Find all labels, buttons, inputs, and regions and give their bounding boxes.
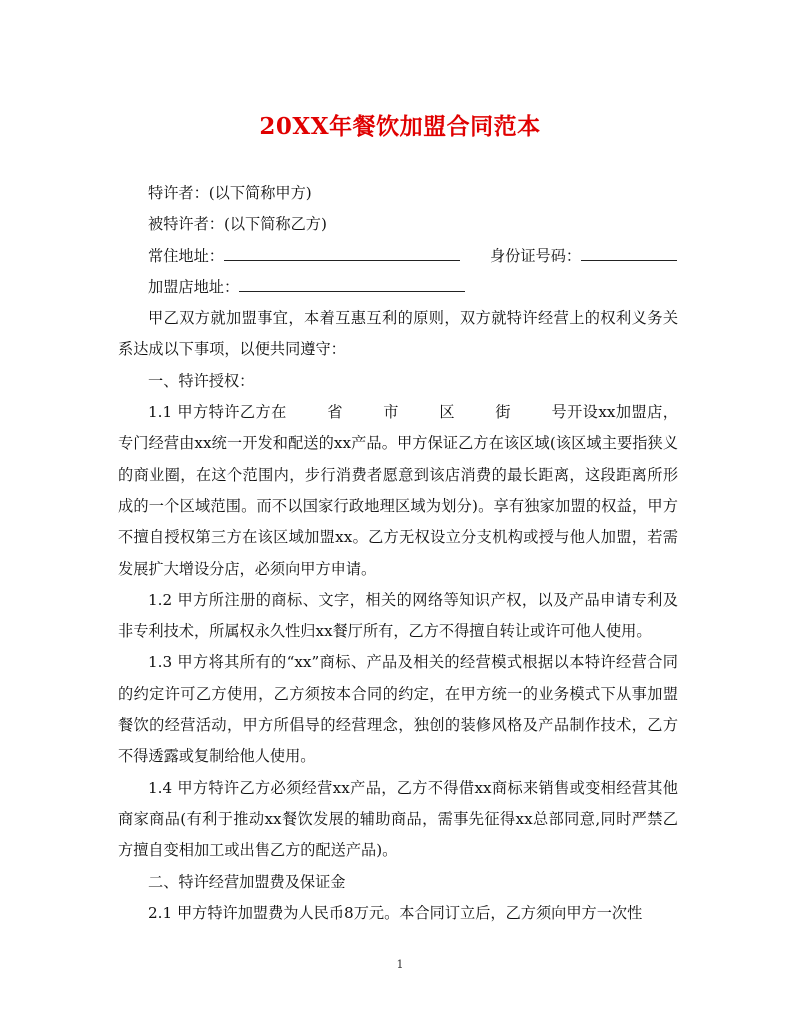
address-blank[interactable]: [224, 242, 460, 261]
page-number: 1: [396, 958, 404, 971]
document-body: [118, 178, 678, 929]
clause-2-1: 2.1 甲方特许加盟费为人民币8万元。本合同订立后，乙方须向甲方一次性: [148, 903, 643, 922]
store-address-blank[interactable]: [239, 273, 465, 292]
clause-1-3: 1.3 甲方将其所有的“xx”商标、产品及相关的经营模式根据以本特许经营合同的约定许可乙方使用，乙方须按本合同的约定，在甲方统一的业务模式下从事加盟餐饮的经营活动，甲方所倡导的经营理念，独创的装修风格及产品制作技术，乙方不得透露或复制给他人使用。: [118, 653, 678, 766]
clause-1-4: 1.4 甲方特许乙方必须经营xx产品，乙方不得借xx商标来销售或变相经营其他商家商品(有利于推动xx餐饮发展的辅助商品，需事先征得xx总部同意,同时严禁乙方擅自变相加工或出售乙方的配送产品)。: [118, 778, 678, 860]
clause-1-1-tail: 号开设xx加盟店，专: [118, 403, 678, 453]
section-1-heading: 一、特许授权：: [148, 371, 255, 390]
clause-1-1-qu: 区: [438, 403, 455, 422]
clause-1-1: [118, 397, 678, 585]
party-a-line: 特许者：(以下简称甲方): [148, 184, 312, 202]
intro-paragraph: 甲乙双方就加盟事宜，本着互惠互利的原则，双方就特许经营上的权利义务关系达成以下事项，以便共同遵守：: [118, 309, 678, 359]
section-2-heading: 二、特许经营加盟费及保证金: [148, 872, 346, 891]
address-label: 常住地址：: [148, 246, 224, 265]
clause-1-1-rest: 门经营由xx统一开发和配送的xx产品。甲方保证乙方在该区域(该区域主要指狭义的商业圈，在这个范围内，步行消费者愿意到该店消费的最长距离，这段距离所形成的一个区域范围。而不以国家行政地理区域为划分)。享有独家加盟的权益，甲方不擅自授权第三方在该区域加盟xx。乙方无权设立分支机构或授与他人加盟，若需发展扩大增设分店，必须向甲方申请。: [118, 434, 679, 578]
clause-1-2: 1.2 甲方所注册的商标、文字，相关的网络等知识产权，以及产品申请专利及非专利技术，所属权永久性归xx餐厅所有，乙方不得擅自转让或许可他人使用。: [118, 590, 678, 641]
id-blank[interactable]: [581, 242, 677, 261]
clause-1-1-sheng: 省: [326, 403, 343, 422]
clause-1-1-jie: 街: [494, 403, 512, 422]
clause-1-1-shi: 市: [382, 403, 399, 422]
party-b-line: 被特许者：(以下简称乙方): [148, 215, 327, 234]
document-title: 20XX年餐饮加盟合同范本: [259, 113, 541, 140]
clause-1-1-head: 1.1 甲方特许乙方在: [148, 403, 287, 422]
id-label: 身份证号码：: [489, 246, 582, 265]
store-address-label: 加盟店地址：: [148, 277, 240, 296]
address-line: [118, 241, 678, 272]
store-address-line: [118, 272, 678, 303]
